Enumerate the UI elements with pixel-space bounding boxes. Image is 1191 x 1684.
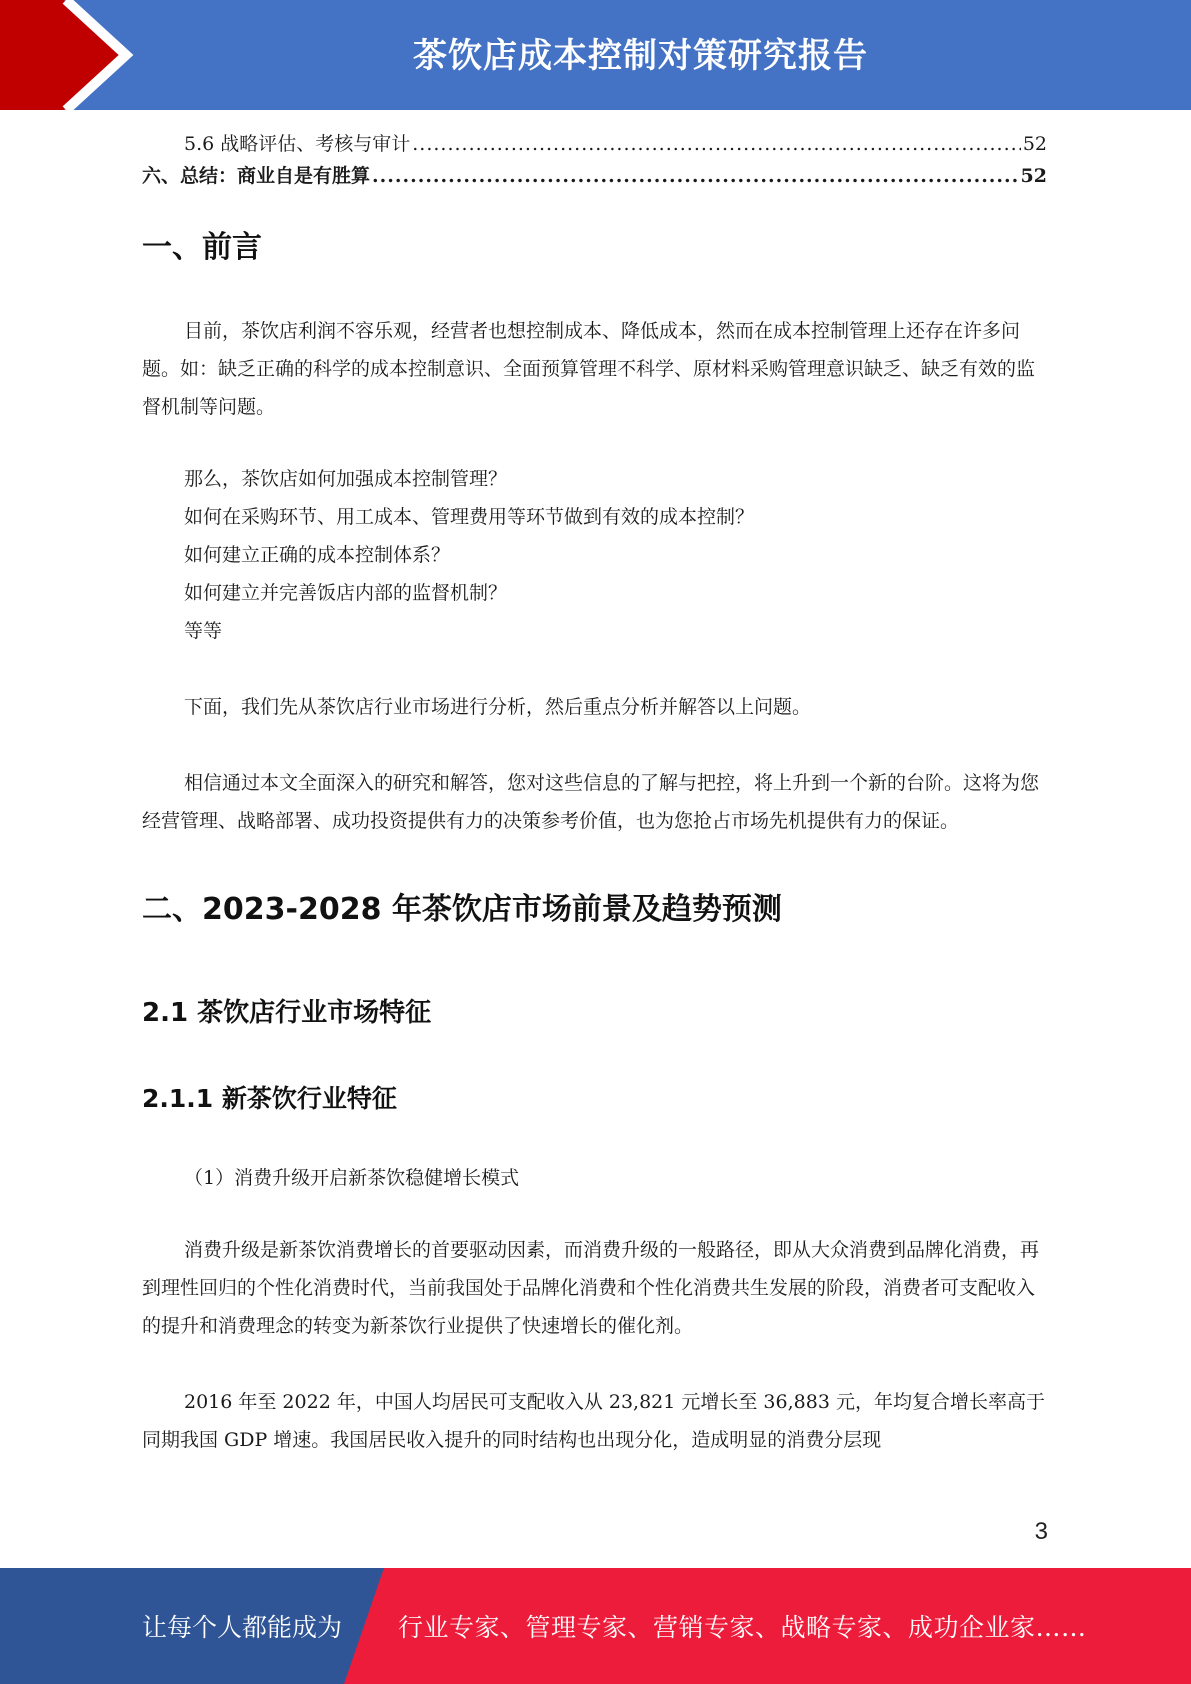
question-item: 如何在采购环节、用工成本、管理费用等环节做到有效的成本控制？: [184, 506, 755, 528]
section-heading-chapter2: 二、2023-2028 年茶饮店市场前景及趋势预测: [142, 892, 782, 927]
item-heading: （1）消费升级开启新茶饮稳健增长模式: [184, 1167, 520, 1189]
toc-entry[interactable]: [142, 160, 1047, 192]
toc-entry-page: 52: [1020, 165, 1047, 187]
toc-entry-page: 52: [1022, 133, 1047, 155]
question-item: 如何建立并完善饭店内部的监督机制？: [184, 582, 508, 604]
page-footer: [0, 1568, 1191, 1684]
section-heading-2-1-1: 2.1.1 新茶饮行业特征: [142, 1084, 397, 1113]
report-title: 茶饮店成本控制对策研究报告: [413, 36, 868, 76]
intro-paragraph: 下面，我们先从茶饮店行业市场进行分析，然后重点分析并解答以上问题。: [184, 696, 812, 718]
intro-paragraph: 目前，茶饮店利润不容乐观，经营者也想控制成本、降低成本，然而在成本控制管理上还存在许多问题。如：缺乏正确的科学的成本控制意识、全面预算管理不科学、原材料采购管理意识缺乏、缺乏有效的监督机制等问题。: [142, 320, 1036, 418]
page-header: [0, 0, 1191, 110]
toc-leader: [372, 160, 1019, 192]
question-list: [142, 460, 1047, 650]
footer-slogan-right: 行业专家、管理专家、营销专家、战略专家、成功企业家……: [398, 1613, 1087, 1642]
question-item: 如何建立正确的成本控制体系？: [184, 544, 451, 566]
section-heading-intro: 一、前言: [142, 230, 262, 265]
toc-entry[interactable]: [142, 128, 1047, 160]
toc-leader: [412, 128, 1021, 160]
question-item: 那么，茶饮店如何加强成本控制管理？: [184, 468, 508, 490]
toc-entry-label: 六、总结：商业自是有胜算: [142, 165, 371, 187]
footer-slogan-left: 让每个人都能成为: [142, 1613, 343, 1642]
toc-entry-label: 5.6 战略评估、考核与审计: [184, 133, 411, 155]
page-content: [142, 128, 1047, 1459]
question-item: 等等: [184, 620, 223, 642]
body-paragraph: 2016 年至 2022 年，中国人均居民可支配收入从 23,821 元增长至 36,883 元，年均复合增长率高于同期我国 GDP 增速。我国居民收入提升的同时结构也出现分化，造成明显的消费分层现: [142, 1391, 1045, 1451]
intro-paragraph: 相信通过本文全面深入的研究和解答，您对这些信息的了解与把控，将上升到一个新的台阶。这将为您经营管理、战略部署、成功投资提供有力的决策参考价值，也为您抢占市场先机提供有力的保证。: [142, 772, 1040, 832]
body-paragraph: 消费升级是新茶饮消费增长的首要驱动因素，而消费升级的一般路径，即从大众消费到品牌化消费，再到理性回归的个性化消费时代，当前我国处于品牌化消费和个性化消费共生发展的阶段，消费者可支配收入的提升和消费理念的转变为新茶饮行业提供了快速增长的催化剂。: [142, 1239, 1040, 1337]
section-heading-2-1: 2.1 茶饮店行业市场特征: [142, 998, 432, 1028]
page-number: 3: [1034, 1518, 1048, 1545]
